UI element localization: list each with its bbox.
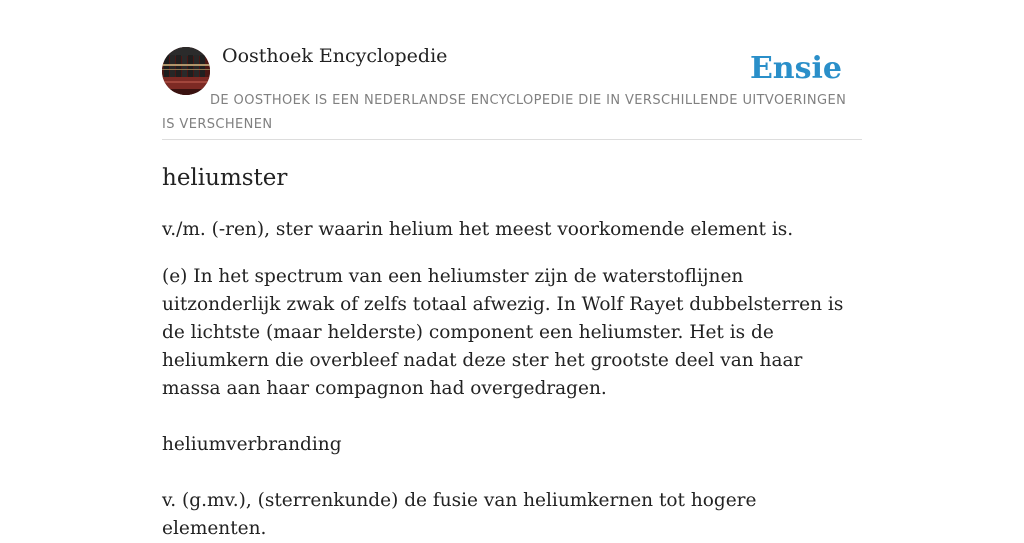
explanation-paragraph: (e) In het spectrum van een heliumster zijn de waterstoflijnen uitzonderlijk zwak of zelfs totaal afwezig. In Wolf Rayet dubbelsterren is de lichtste (maar helderste) component een heliumster. Het is de heliumkern die overbleef nadat deze ster het grootste deel van haar massa aan haar compagnon had overgedragen.: [162, 266, 844, 399]
related-definition-paragraph: v. (g.mv.), (sterrenkunde) de fusie van heliumkernen tot hogere elementen.: [162, 490, 757, 539]
avatar[interactable]: [162, 47, 210, 95]
entry-content: [162, 158, 862, 543]
encyclopedia-books-icon: [162, 47, 210, 95]
source-title[interactable]: Oosthoek Encyclopedie: [222, 45, 448, 67]
entry-title: heliumster: [162, 165, 288, 191]
source-description: DE OOSTHOEK IS EEN NEDERLANDSE ENCYCLOPEDIE DIE IN VERSCHILLENDE UITVOERINGEN IS VERSCHENEN: [162, 93, 847, 132]
brand-logo[interactable]: Ensie: [749, 51, 842, 86]
site-header: [162, 0, 862, 140]
page: [162, 0, 862, 539]
definition-paragraph: v./m. (-ren), ster waarin helium het meest voorkomende element is.: [162, 219, 794, 240]
related-term: heliumverbranding: [162, 434, 342, 455]
